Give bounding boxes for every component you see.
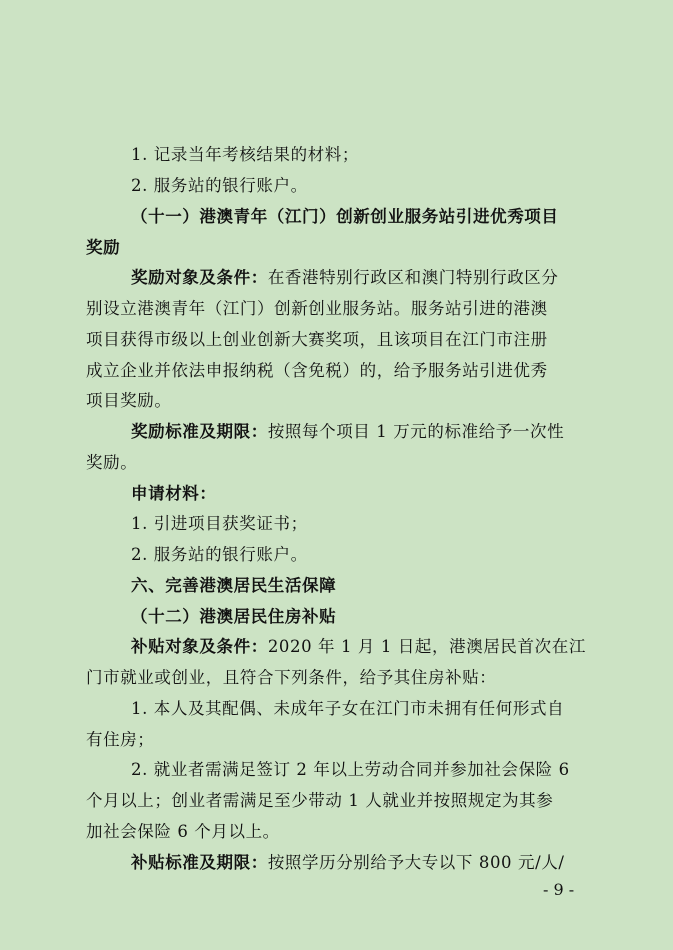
eligibility-text: 在香港特别行政区和澳门特别行政区分 [267,268,559,287]
standard-text: 按照学历分别给予大专以下 800 元/人/ [267,853,565,872]
standard-label: 补贴标准及期限： [131,853,268,872]
eligibility-text: 2020 年 1 月 1 日起，港澳居民首次在江 [267,637,586,656]
section-12-eligibility [131,637,586,657]
standard-text: 按照每个项目 1 万元的标准给予一次性 [267,422,565,441]
paragraph-line: 个月以上；创业者需满足至少带动 1 人就业并按照规定为其参 [86,791,554,810]
condition-2: 2. 就业者需满足签订 2 年以上劳动合同并参加社会保险 6 [131,760,570,779]
eligibility-label: 补贴对象及条件： [131,637,268,656]
section-11-standard [131,422,564,442]
condition-1: 1. 本人及其配偶、未成年子女在江门市未拥有任何形式自 [131,699,565,718]
materials-label: 申请材料： [131,484,217,503]
section-6-heading: 六、完善港澳居民生活保障 [131,576,337,595]
paragraph-line: 加社会保险 6 个月以上。 [86,822,280,841]
section-11-heading-cont: 奖励 [86,238,121,257]
paragraph-line: 项目奖励。 [86,391,172,410]
section-12-heading: （十二）港澳居民住房补贴 [131,607,337,626]
paragraph-line: 奖励。 [86,453,138,472]
paragraph-line: 门市就业或创业，且符合下列条件，给予其住房补贴： [86,668,497,687]
materials-item-2: 2. 服务站的银行账户。 [131,176,308,195]
materials-item-1: 1. 记录当年考核结果的材料； [131,145,359,164]
paragraph-line: 成立企业并依法申报纳税（含免税）的，给予服务站引进优秀 [86,361,548,380]
materials-item-2: 2. 服务站的银行账户。 [131,545,308,564]
section-12-standard [131,853,565,873]
materials-item-1: 1. 引进项目获奖证书； [131,514,308,533]
section-11-eligibility [131,268,559,288]
standard-label: 奖励标准及期限： [131,422,268,441]
paragraph-line: 项目获得市级以上创业创新大赛奖项，且该项目在江门市注册 [86,330,548,349]
paragraph-line: 别设立港澳青年（江门）创新创业服务站。服务站引进的港澳 [86,299,548,318]
paragraph-line: 有住房； [86,730,155,749]
page-number: - 9 - [543,880,575,899]
eligibility-label: 奖励对象及条件： [131,268,268,287]
section-11-heading: （十一）港澳青年（江门）创新创业服务站引进优秀项目 [131,207,559,226]
